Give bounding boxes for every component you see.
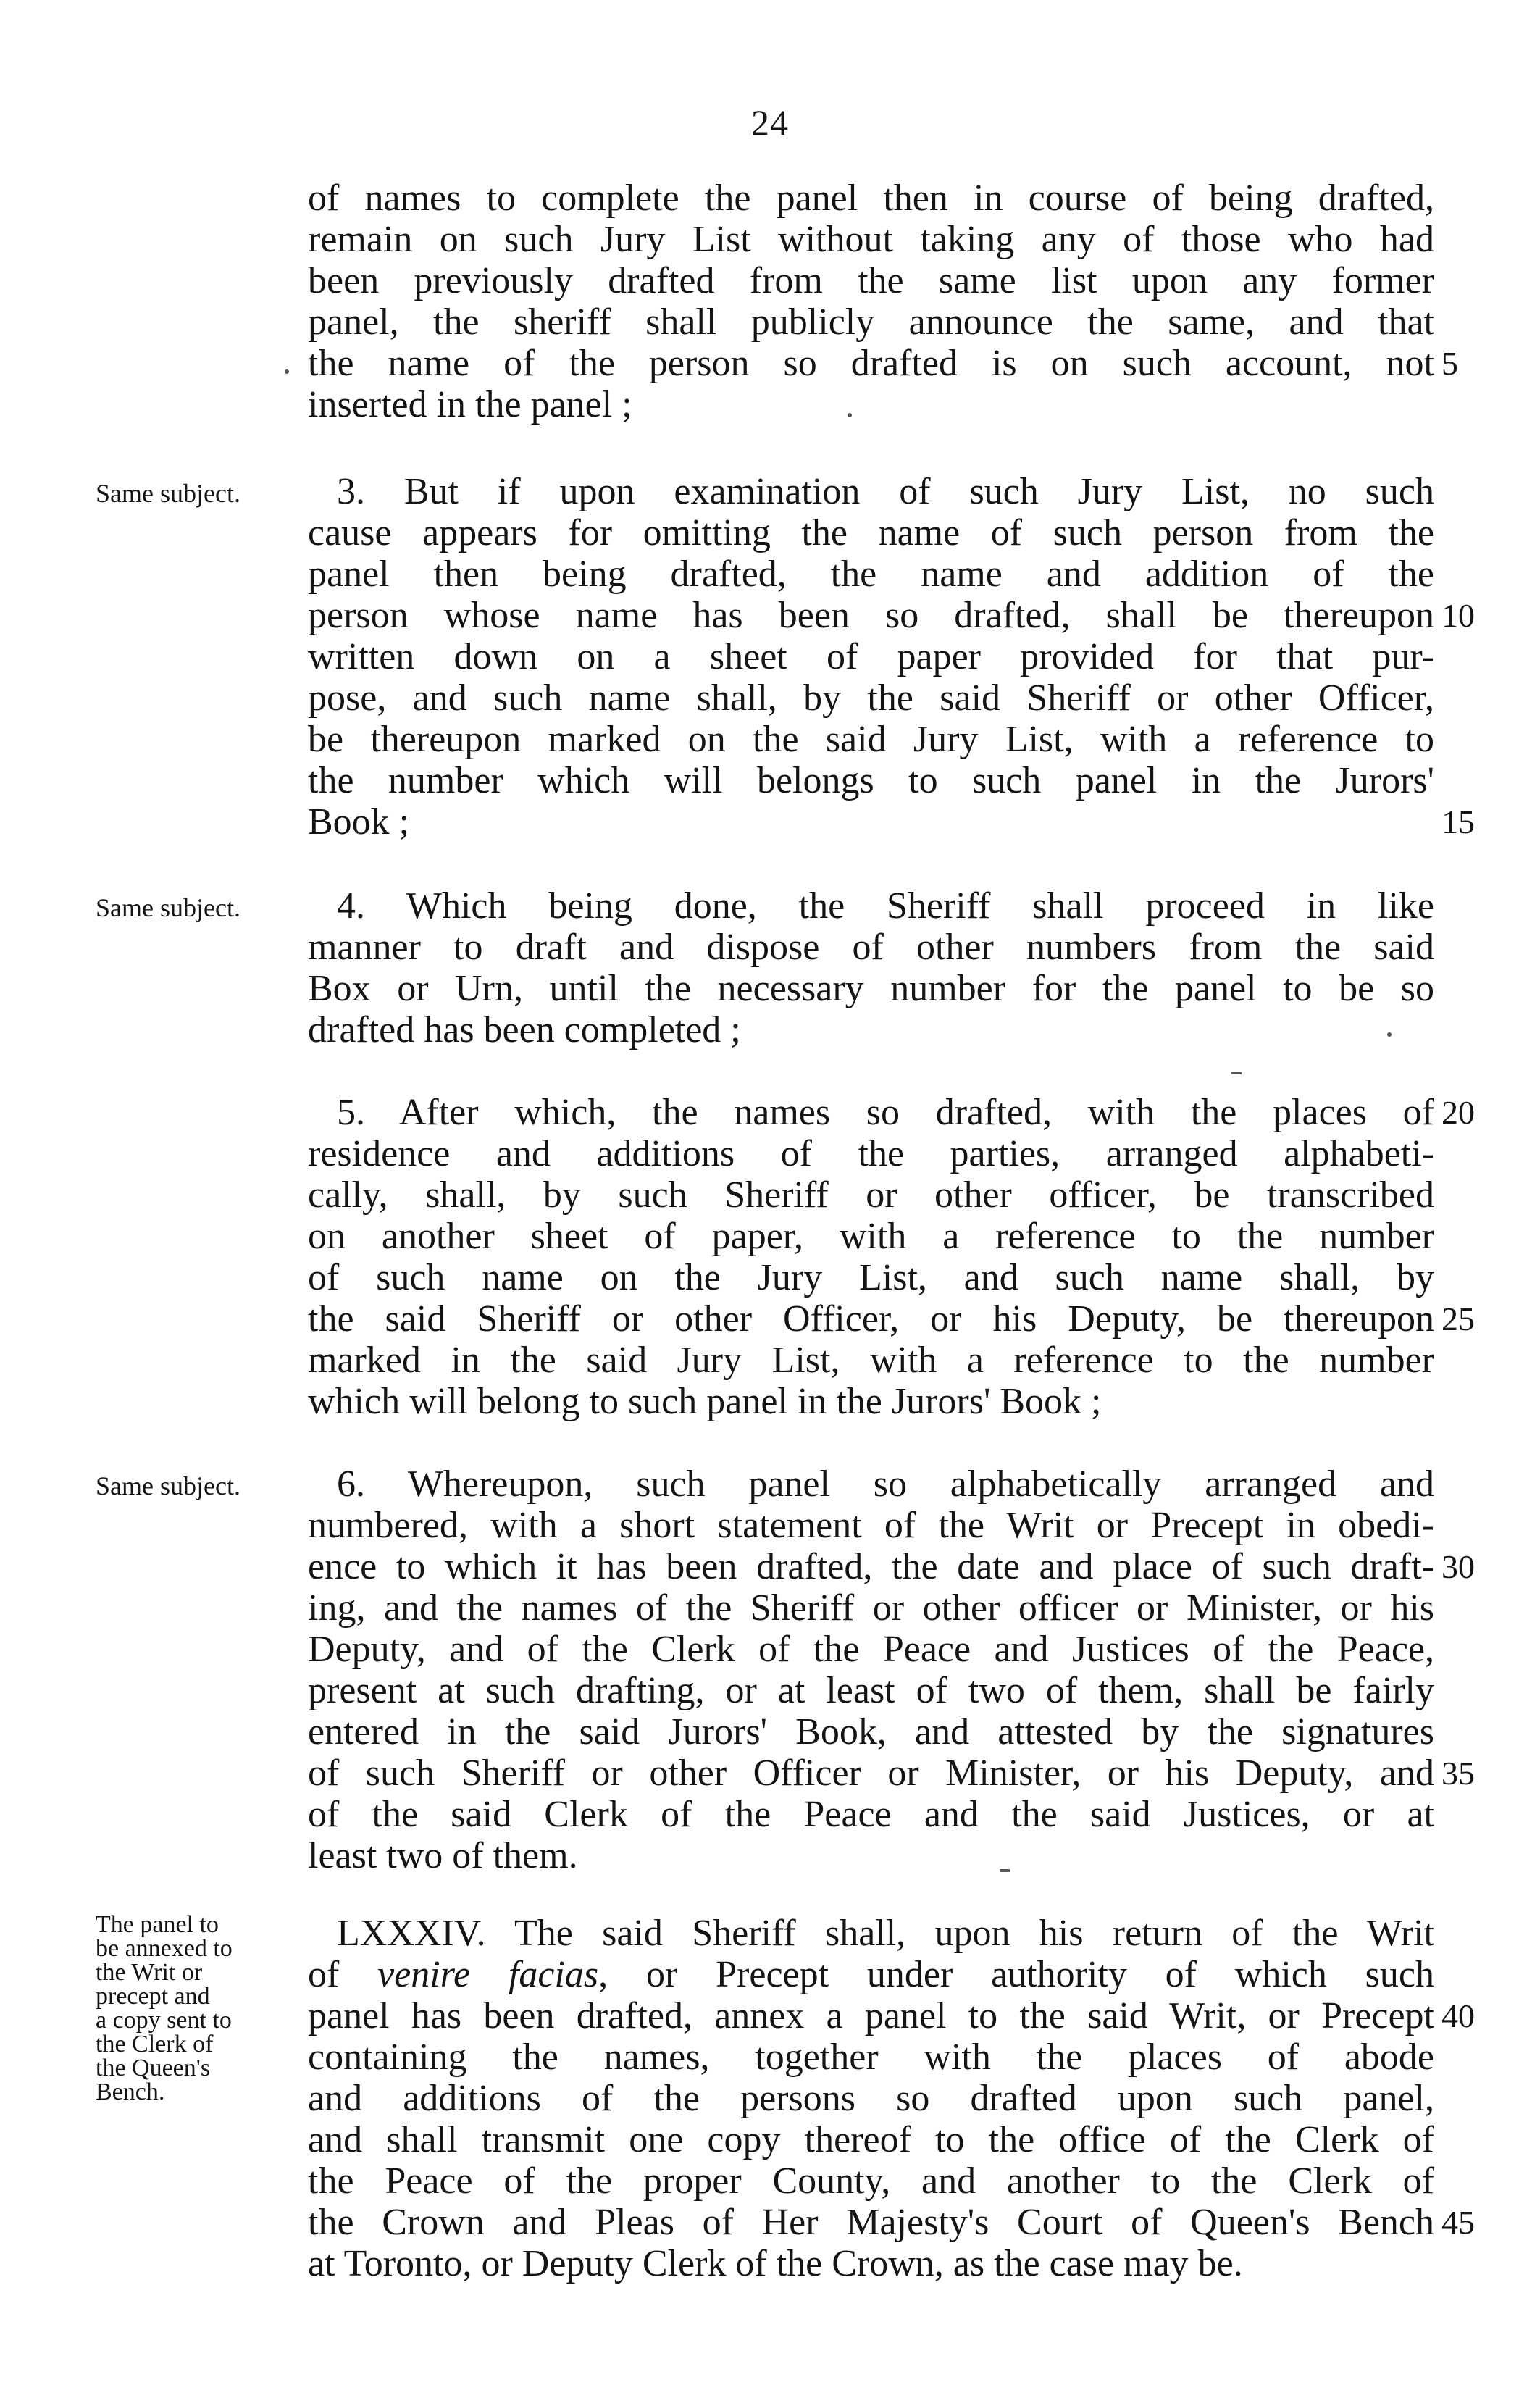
margin-note-line: a copy sent to — [96, 2007, 232, 2034]
paper-speck — [285, 369, 289, 374]
text-line: be thereupon marked on the said Jury List, with a reference to — [308, 719, 1434, 760]
line-number: 10 — [1441, 597, 1475, 634]
paragraph-continuation — [308, 177, 1434, 425]
text-line: written down on a sheet of paper provided for that pur- — [308, 636, 1434, 677]
text-line: of such name on the Jury List, and such name shall, by — [308, 1257, 1434, 1298]
text-line: of names to complete the panel then in course of being drafted, — [308, 177, 1434, 219]
margin-note-line: the Queen's — [96, 2055, 211, 2081]
paragraph-clause-4 — [308, 885, 1434, 1050]
text-line: containing the names, together with the places of abode — [308, 2036, 1434, 2078]
text-line: present at such drafting, or at least of two of them, shall be fairly — [308, 1670, 1434, 1711]
text-line: person whose name has been so drafted, shall be thereupon — [308, 595, 1434, 636]
text-line: panel has been drafted, annex a panel to the said Writ, or Precept — [308, 1995, 1434, 2036]
text-line: drafted has been completed ; — [308, 1009, 741, 1050]
paper-speck — [1231, 1072, 1242, 1074]
margin-note-line: Bench. — [96, 2079, 165, 2105]
italic-phrase: venire facias — [377, 1954, 599, 1995]
margin-note-panel-annexed — [96, 1913, 291, 2104]
text-line: cause appears for omitting the name of such person from the — [308, 512, 1434, 553]
text-line: the said Sheriff or other Officer, or his Deputy, be thereupon — [308, 1298, 1434, 1340]
text-line: pose, and such name shall, by the said Sheriff or other Officer, — [308, 677, 1434, 719]
text-line: numbered, with a short statement of the Writ or Precept in obedi- — [308, 1505, 1434, 1546]
text-line: entered in the said Jurors' Book, and attested by the signatures — [308, 1711, 1434, 1752]
text-line: of the said Clerk of the Peace and the said Justices, or at — [308, 1794, 1434, 1835]
line-number: 25 — [1441, 1300, 1475, 1337]
line-number: 15 — [1441, 803, 1475, 840]
text-line: 4. Which being done, the Sheriff shall proceed in like — [337, 885, 1434, 927]
text-line: the Crown and Pleas of Her Majesty's Court of Queen's Bench — [308, 2202, 1434, 2243]
text-line: residence and additions of the parties, arranged alphabeti- — [308, 1133, 1434, 1174]
paragraph-clause-3 — [308, 471, 1434, 843]
text-line: remain on such Jury List without taking any of those who had — [308, 219, 1434, 260]
paragraph-clause-lxxxiv — [308, 1913, 1434, 2284]
margin-note-same-subject: Same subject. — [96, 1471, 240, 1500]
text-line: of such Sheriff or other Officer or Minister, or his Deputy, and — [308, 1752, 1434, 1794]
paragraph-clause-6 — [308, 1463, 1434, 1876]
text-line: Box or Urn, until the necessary number for the panel to be so — [308, 968, 1434, 1009]
text-line-italic: of venire facias, or Precept under authority of which such — [308, 1954, 1434, 1995]
margin-note-line: the Writ or — [96, 1959, 203, 1986]
text-line: inserted in the panel ; — [308, 384, 632, 425]
text-line: LXXXIV. The said Sheriff shall, upon his return of the Writ — [337, 1913, 1434, 1954]
text-line: 5. After which, the names so drafted, with the places of — [337, 1092, 1434, 1133]
paper-speck — [1000, 1869, 1010, 1872]
text-line: and shall transmit one copy thereof to the office of the Clerk of — [308, 2119, 1434, 2160]
margin-note-line: The panel to — [96, 1911, 219, 1938]
text-line: at Toronto, or Deputy Clerk of the Crown, as the case may be. — [308, 2243, 1243, 2284]
text-line: cally, shall, by such Sheriff or other officer, be transcribed — [308, 1174, 1434, 1216]
paper-speck — [1387, 1032, 1392, 1037]
text-line: Book ; — [308, 801, 410, 843]
line-number: 30 — [1441, 1548, 1475, 1585]
text-line: manner to draft and dispose of other numbers from the said — [308, 927, 1434, 968]
text-line: the Peace of the proper County, and another to the Clerk of — [308, 2160, 1434, 2202]
line-number: 20 — [1441, 1094, 1475, 1131]
page-number: 24 — [751, 102, 789, 143]
text-line: been previously drafted from the same list upon any former — [308, 260, 1434, 301]
paragraph-clause-5 — [308, 1092, 1434, 1422]
text-line: the number which will belongs to such panel in the Jurors' — [308, 760, 1434, 801]
text-line: panel, the sheriff shall publicly announce the same, and that — [308, 301, 1434, 343]
text-line: the name of the person so drafted is on such account, not — [308, 343, 1434, 384]
margin-note-line: be annexed to — [96, 1935, 233, 1962]
text-line: panel then being drafted, the name and addition of the — [308, 553, 1434, 595]
line-number: 40 — [1441, 1997, 1475, 2034]
margin-note-line: the Clerk of — [96, 2031, 214, 2057]
text-line: 6. Whereupon, such panel so alphabetically arranged and — [337, 1463, 1434, 1505]
text-line: which will belong to such panel in the Jurors' Book ; — [308, 1381, 1102, 1422]
text-line: ing, and the names of the Sheriff or other officer or Minister, or his — [308, 1587, 1434, 1629]
paper-speck — [848, 413, 852, 417]
line-number: 45 — [1441, 2204, 1475, 2241]
margin-note-line: precept and — [96, 1983, 210, 2010]
line-number: 35 — [1441, 1755, 1475, 1792]
text-line: least two of them. — [308, 1835, 578, 1876]
text-line: on another sheet of paper, with a reference to the number — [308, 1216, 1434, 1257]
margin-note-same-subject: Same subject. — [96, 893, 240, 922]
line-number: 5 — [1441, 345, 1458, 382]
text-line: marked in the said Jury List, with a reference to the number — [308, 1340, 1434, 1381]
text-line: ence to which it has been drafted, the date and place of such draft- — [308, 1546, 1434, 1587]
margin-note-same-subject: Same subject. — [96, 479, 240, 508]
text-line: and additions of the persons so drafted upon such panel, — [308, 2078, 1434, 2119]
text-line: 3. But if upon examination of such Jury List, no such — [337, 471, 1434, 512]
text-line: Deputy, and of the Clerk of the Peace and Justices of the Peace, — [308, 1629, 1434, 1670]
